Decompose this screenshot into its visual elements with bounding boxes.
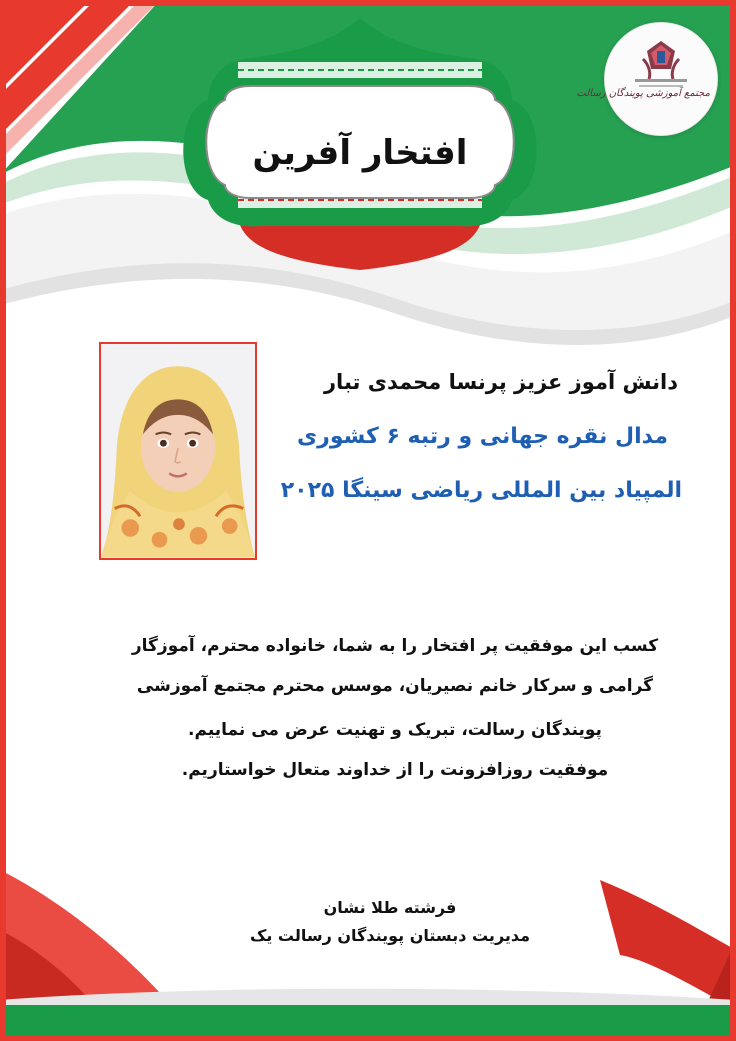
signature-role: مدیریت دبستان پویندگان رسالت یک xyxy=(249,926,531,945)
message-line-3: پویندگان رسالت، تبریک و تهنیت عرض می نماییم. xyxy=(188,720,602,740)
olympiad-line: المپیاد بین المللی ریاضی سینگا ۲۰۲۵ xyxy=(280,478,682,503)
student-name-line: دانش آموز عزیز پرنسا محمدی تبار xyxy=(323,370,678,394)
message-line-4: موفقیت روزافزونت را از خداوند متعال خواستاریم. xyxy=(181,760,609,780)
message-line-2: گرامی و سرکار خانم نصیریان، موسس محترم مجتمع آموزشی xyxy=(136,676,654,696)
medal-line: مدال نقره جهانی و رتبه ۶ کشوری xyxy=(296,424,668,449)
signature-name: فرشته طلا نشان xyxy=(323,898,457,917)
school-emblem-icon xyxy=(576,22,718,136)
logo-caption: مجتمع آموزشی پویندگان رسالت xyxy=(576,88,710,99)
student-portrait xyxy=(99,342,257,560)
message-line-1: کسب این موفقیت پر افتخار را به شما، خانواده محترم، آموزگار xyxy=(131,636,659,656)
banner-title: افتخار آفرین xyxy=(252,133,468,173)
